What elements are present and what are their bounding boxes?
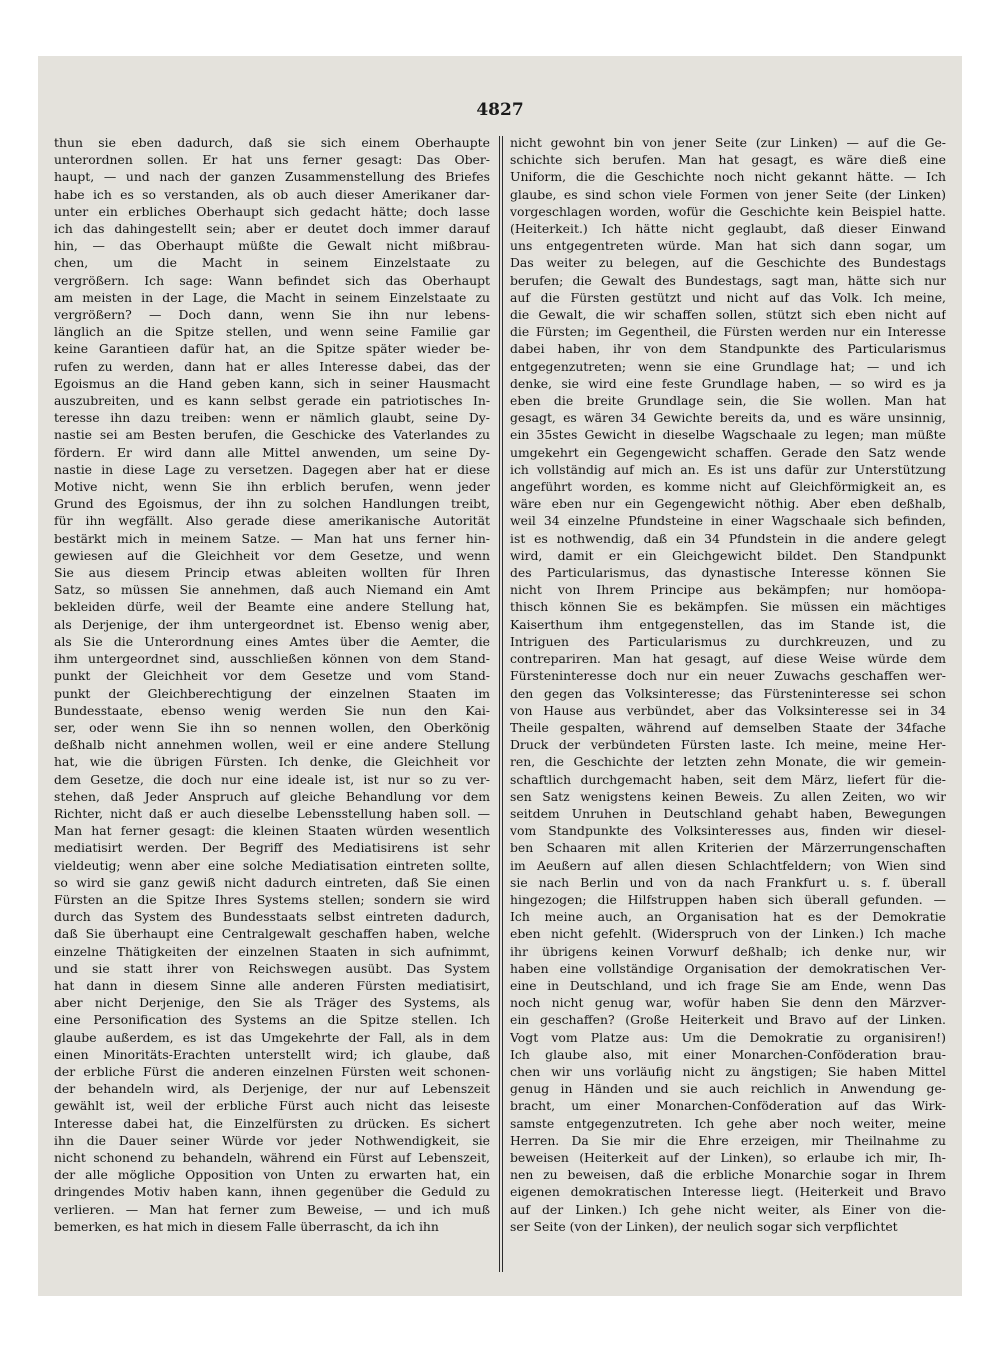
text-line: thun sie eben dadurch, daß sie sich einem Oberhaupte bbox=[54, 135, 490, 150]
text-line: ich vollständig auf mich an. Es ist uns dafür zur Unterstützung bbox=[510, 461, 946, 477]
text-line: ein geschaffen? (Große Heiterkeit und Bravo auf der Linken. bbox=[510, 1012, 946, 1028]
text-line: Herren. Da Sie mir die Ehre erzeigen, mir Theilnahme zu bbox=[510, 1132, 946, 1148]
text-line: der erbliche Fürst die anderen einzelnen Fürsten weit schonen- bbox=[54, 1063, 490, 1079]
text-line: gewählt ist, weil der erbliche Fürst auch nicht das leiseste bbox=[54, 1098, 490, 1114]
text-line: nastie in diese Lage zu versetzen. Dagegen aber hat er diese bbox=[54, 461, 490, 477]
text-line: nicht von Ihrem Principe aus bekämpfen; nur homöopa- bbox=[510, 582, 946, 598]
text-line: durch das System des Bundesstaats selbst eintreten dadurch, bbox=[54, 909, 490, 925]
text-line: Kaiserthum ihm entgegenstellen, das im Stande ist, die bbox=[510, 616, 946, 632]
text-line: gewiesen auf die Gleichheit vor dem Gesetze, und wenn bbox=[54, 547, 490, 563]
text-line: berufen; die Gewalt des Bundestags, sagt man, hätte sich nur bbox=[510, 272, 946, 288]
text-line: bemerken, es hat mich in diesem Falle überrascht, da ich ihn bbox=[54, 1218, 439, 1234]
text-line: ben Schaaren mit allen Kriterien der Märzerrungenschaften bbox=[510, 840, 946, 856]
text-line: bracht, um einer Monarchen-Conföderation auf das Wirk- bbox=[510, 1098, 946, 1114]
text-line: Egoismus an die Hand geben kann, sich in seiner Hausmacht bbox=[54, 375, 490, 391]
text-line: haupt, — und nach der ganzen Zusammenstellung des Briefes bbox=[54, 169, 490, 185]
text-line: vorgeschlagen worden, wofür die Geschichte kein Beispiel hatte. bbox=[510, 203, 946, 219]
text-line: sie nach Berlin und von da nach Frankfurt u. s. f. überall bbox=[510, 874, 946, 890]
text-line: samste entgegenzutreten. Ich gehe aber noch weiter, meine bbox=[510, 1115, 946, 1131]
page-number: 4827 bbox=[476, 100, 524, 120]
text-line: Theile gespalten, während auf demselben Staate der 34fache bbox=[510, 719, 946, 735]
text-line: noch nicht genug war, wofür haben Sie denn den Märzver- bbox=[510, 995, 946, 1011]
text-line: daß Sie überhaupt eine Centralgewalt geschaffen haben, welche bbox=[54, 926, 490, 942]
text-line: im Aeußern auf allen diesen Schlachtfeldern; von Wien sind bbox=[510, 857, 946, 873]
text-line: Richter, nicht daß er auch dieselbe Lebensstellung haben soll. — bbox=[54, 805, 490, 821]
text-line: ren, die Geschichte der letzten zehn Monate, die wir gemein- bbox=[510, 754, 946, 770]
text-line: eben die breite Grundlage sein, die Sie wollen. Man hat bbox=[510, 393, 946, 409]
text-line: punkt der Gleichheit vor dem Gesetze und vom Stand- bbox=[54, 668, 490, 684]
text-line: Intriguen des Particularismus zu durchkreuzen, und zu bbox=[510, 633, 946, 649]
text-line: unter ein erbliches Oberhaupt sich gedacht hätte; doch lasse bbox=[54, 203, 490, 219]
text-line: Uniform, die die Geschichte noch nicht gekannt hätte. — Ich bbox=[510, 169, 946, 185]
text-line: einen Minoritäts-Erachten unterstellt wird; ich glaube, daß bbox=[54, 1046, 490, 1062]
text-line: dringendes Motiv haben kann, ihnen gegenüber die Geduld zu bbox=[54, 1184, 490, 1200]
text-line: länglich an die Spitze stellen, und wenn seine Familie gar bbox=[54, 324, 490, 340]
text-line: Fürsten an die Spitze Ihres Systems stellen; sondern sie wird bbox=[54, 891, 490, 907]
text-line: nicht schonend zu behandeln, während ein Fürst auf Lebenszeit, bbox=[54, 1149, 490, 1165]
text-line: denke, sie wird eine feste Grundlage haben, — so wird es ja bbox=[510, 375, 946, 391]
text-line: hat, wie die übrigen Fürsten. Ich denke, die Gleichheit vor bbox=[54, 754, 490, 770]
text-line: chen, um die Macht in seinem Einzelstaate zu bbox=[54, 255, 490, 271]
text-line: des Particularismus, das dynastische Interesse können Sie bbox=[510, 565, 946, 581]
text-line: der behandeln wird, als Derjenige, der nur auf Lebenszeit bbox=[54, 1081, 490, 1097]
text-line: unterordnen sollen. Er hat uns ferner gesagt: Das Ober- bbox=[54, 152, 490, 168]
text-line: ihr übrigens keinen Vorwurf deßhalb; ich denke nur, wir bbox=[510, 943, 946, 959]
text-line: Sie aus diesem Princip etwas ableiten wollten für Ihren bbox=[54, 565, 490, 581]
text-line: deßhalb nicht annehmen wollen, weil er eine andere Stellung bbox=[54, 737, 490, 753]
text-line: nicht gewohnt bin von jener Seite (zur Linken) — auf die Ge- bbox=[510, 135, 946, 150]
text-line: einzelne Thätigkeiten der einzelnen Staaten in sich aufnimmt, bbox=[54, 943, 490, 959]
text-line: eigenen demokratischen Interesse liegt. (Heiterkeit und Bravo bbox=[510, 1184, 946, 1200]
text-line: Satz, so müssen Sie annehmen, daß auch Niemand ein Amt bbox=[54, 582, 490, 598]
text-column-left bbox=[54, 134, 490, 1274]
text-line: glaube außerdem, es ist das Umgekehrte der Fall, als in dem bbox=[54, 1029, 490, 1045]
text-line: eine Personification des Systems an die Spitze stellen. Ich bbox=[54, 1012, 490, 1028]
text-line: die Gewalt, die wir schaffen sollen, stützt sich eben nicht auf bbox=[510, 307, 946, 323]
text-line: als Derjenige, der ihm untergeordnet ist. Ebenso wenig aber, bbox=[54, 616, 490, 632]
text-line: gesagt, es wären 34 Gewichte bereits da, und es wäre unsinnig, bbox=[510, 410, 946, 426]
text-line: Motive nicht, wenn Sie ihn erblich berufen, wenn jeder bbox=[54, 479, 490, 495]
text-line: Ich glaube also, mit einer Monarchen-Conföderation brau- bbox=[510, 1046, 946, 1062]
text-line: seitdem Unruhen in Deutschland gehabt haben, Bewegungen bbox=[510, 805, 946, 821]
text-line: Fürsteninteresse doch nur ein neuer Zuwachs geschaffen wer- bbox=[510, 668, 946, 684]
text-line: hingezogen; die Hilfstruppen haben sich überall gefunden. — bbox=[510, 891, 946, 907]
text-line: Das weiter zu belegen, auf die Geschichte des Bundestags bbox=[510, 255, 946, 271]
text-line: nastie sei am Besten berufen, die Geschicke des Vaterlandes zu bbox=[54, 427, 490, 443]
text-line: dem Gesetze, die doch nur eine ideale ist, ist nur so zu ver- bbox=[54, 771, 490, 787]
text-line: schichte sich berufen. Man hat gesagt, es wäre dieß eine bbox=[510, 152, 946, 168]
text-line: thisch können Sie es bekämpfen. Sie müssen ein mächtiges bbox=[510, 599, 946, 615]
text-line: Interesse dabei hat, die Einzelfürsten zu drücken. Es sichert bbox=[54, 1115, 490, 1131]
text-line: chen wir uns vorläufig nicht zu ängstigen; Sie haben Mittel bbox=[510, 1063, 946, 1079]
text-line: vom Standpunkte des Volksinteresses aus, finden wir diesel- bbox=[510, 823, 946, 839]
text-line: rufen zu werden, dann hat er alles Interesse dabei, das der bbox=[54, 358, 490, 374]
text-line: von Hause aus verbündet, aber das Volksinteresse sei in 34 bbox=[510, 702, 946, 718]
text-line: auf die Fürsten gestützt und nicht auf das Volk. Ich meine, bbox=[510, 289, 946, 305]
text-line: ihm untergeordnet sind, ausschließen können von dem Stand- bbox=[54, 651, 490, 667]
text-line: ser, oder wenn Sie ihn so nennen wollen, den Oberkönig bbox=[54, 719, 490, 735]
text-line: sen Satz wenigstens keinen Beweis. Zu allen Zeiten, wo wir bbox=[510, 788, 946, 804]
text-line: bekleiden dürfe, weil der Beamte eine andere Stellung hat, bbox=[54, 599, 490, 615]
text-line: vergrößern? — Doch dann, wenn Sie ihn nur lebens- bbox=[54, 307, 490, 323]
text-line: Vogt vom Platze aus: Um die Demokratie zu organisiren!) bbox=[510, 1029, 946, 1045]
text-line: Grund des Egoismus, der ihn zu solchen Handlungen treibt, bbox=[54, 496, 490, 512]
text-line: hin, — das Oberhaupt müßte die Gewalt nicht mißbrau- bbox=[54, 238, 490, 254]
text-line: (Heiterkeit.) Ich hätte nicht geglaubt, daß dieser Einwand bbox=[510, 221, 946, 237]
text-line: fördern. Er wird dann alle Mittel anwenden, um seine Dy- bbox=[54, 444, 490, 460]
text-line: am meisten in der Lage, die Macht in seinem Einzelstaate zu bbox=[54, 289, 490, 305]
text-line: bestärkt mich in meinem Satze. — Man hat uns ferner hin- bbox=[54, 530, 490, 546]
text-line: wäre eben nur ein Gegengewicht nöthig. Aber eben deßhalb, bbox=[510, 496, 946, 512]
text-line: auszubreiten, und es kann selbst gerade ein patriotisches In- bbox=[54, 393, 490, 409]
text-line: weil 34 einzelne Pfundsteine in einer Wagschaale sich befinden, bbox=[510, 513, 946, 529]
text-line: ich das dahingestellt sein; aber er deutet doch immer darauf bbox=[54, 221, 490, 237]
text-line: Druck der verbündeten Fürsten laste. Ich meine, meine Her- bbox=[510, 737, 946, 753]
text-line: genug in Händen und sie auch reichlich in Anwendung ge- bbox=[510, 1081, 946, 1097]
text-line: keine Garantieen dafür hat, an die Spitze später wieder be- bbox=[54, 341, 490, 357]
text-line: Ich meine auch, an Organisation hat es der Demokratie bbox=[510, 909, 946, 925]
text-line: für ihn wegfällt. Also gerade diese amerikanische Autorität bbox=[54, 513, 490, 529]
text-line: den gegen das Volksinteresse; das Fürsteninteresse sei schon bbox=[510, 685, 946, 701]
text-line: auf der Linken.) Ich gehe nicht weiter, als Einer von die- bbox=[510, 1201, 946, 1217]
text-line: als Sie die Unterordnung eines Amtes über die Aemter, die bbox=[54, 633, 490, 649]
text-line: aber nicht Derjenige, den Sie als Träger des Systems, als bbox=[54, 995, 490, 1011]
text-line: stehen, daß Jeder Anspruch auf gleiche Behandlung vor dem bbox=[54, 788, 490, 804]
text-line: die Fürsten; im Gegentheil, die Fürsten werden nur ein Interesse bbox=[510, 324, 946, 340]
text-line: hat dann in diesem Sinne alle anderen Fürsten mediatisirt, bbox=[54, 977, 490, 993]
text-column-right bbox=[510, 134, 946, 1274]
text-line: glaube, es sind schon viele Formen von jener Seite (der Linken) bbox=[510, 186, 946, 202]
text-line: teresse ihn dazu treiben: wenn er nämlich glaubt, seine Dy- bbox=[54, 410, 490, 426]
text-line: eben nicht gefehlt. (Widerspruch von der Linken.) Ich mache bbox=[510, 926, 946, 942]
text-line: schaftlich durchgemacht haben, seit dem März, liefert für die- bbox=[510, 771, 946, 787]
text-line: wird, damit er ein Gleichgewicht bildet. Den Standpunkt bbox=[510, 547, 946, 563]
text-line: verlieren. — Man hat ferner zum Beweise, — und ich muß bbox=[54, 1201, 490, 1217]
text-line: der alle mögliche Opposition von Unten zu erwarten hat, ein bbox=[54, 1167, 490, 1183]
text-line: eine in Deutschland, und ich frage Sie am Ende, wenn Das bbox=[510, 977, 946, 993]
text-line: Bundesstaate, ebenso wenig werden Sie nun den Kai- bbox=[54, 702, 490, 718]
text-line: contrepariren. Man hat gesagt, auf diese Weise würde dem bbox=[510, 651, 946, 667]
text-line: mediatisirt werden. Der Begriff des Mediatisirens ist sehr bbox=[54, 840, 490, 856]
text-line: Man hat ferner gesagt: die kleinen Staaten würden wesentlich bbox=[54, 823, 490, 839]
text-line: punkt der Gleichberechtigung der einzelnen Staaten im bbox=[54, 685, 490, 701]
text-line: und sie statt ihrer von Reichswegen ausübt. Das System bbox=[54, 960, 490, 976]
text-line: entgegenzutreten; wenn sie eine Grundlage hat; — und ich bbox=[510, 358, 946, 374]
text-line: so wird sie ganz gewiß nicht dadurch eintreten, daß Sie einen bbox=[54, 874, 490, 890]
text-line: umgekehrt ein Gegengewicht schaffen. Gerade den Satz wende bbox=[510, 444, 946, 460]
text-line: beweisen (Heiterkeit auf der Linken), so erlaube ich mir, Ih- bbox=[510, 1149, 946, 1165]
column-divider bbox=[499, 136, 503, 1272]
text-line: haben eine vollständige Organisation der demokratischen Ver- bbox=[510, 960, 946, 976]
text-line: habe ich es so verstanden, als ob auch dieser Amerikaner dar- bbox=[54, 186, 490, 202]
text-line: vergrößern. Ich sage: Wann befindet sich das Oberhaupt bbox=[54, 272, 490, 288]
text-line: ist es nothwendig, daß ein 34 Pfundstein in die andere gelegt bbox=[510, 530, 946, 546]
text-line: dabei haben, ihr von dem Standpunkte des Particularismus bbox=[510, 341, 946, 357]
text-line: ihn die Dauer seiner Würde vor jeder Nothwendigkeit, sie bbox=[54, 1132, 490, 1148]
text-line: ein 35stes Gewicht in dieselbe Wagschaale zu legen; man müßte bbox=[510, 427, 946, 443]
text-line: angeführt worden, es komme nicht auf Gleichförmigkeit an, es bbox=[510, 479, 946, 495]
text-line: nen zu beweisen, daß die erbliche Monarchie sogar in Ihrem bbox=[510, 1167, 946, 1183]
text-line: ser Seite (von der Linken), der neulich sogar sich verpflichtet bbox=[510, 1218, 898, 1234]
text-line: uns entgegentreten würde. Man hat sich dann sogar, um bbox=[510, 238, 946, 254]
text-line: vieldeutig; wenn aber eine solche Mediatisation eintreten sollte, bbox=[54, 857, 490, 873]
